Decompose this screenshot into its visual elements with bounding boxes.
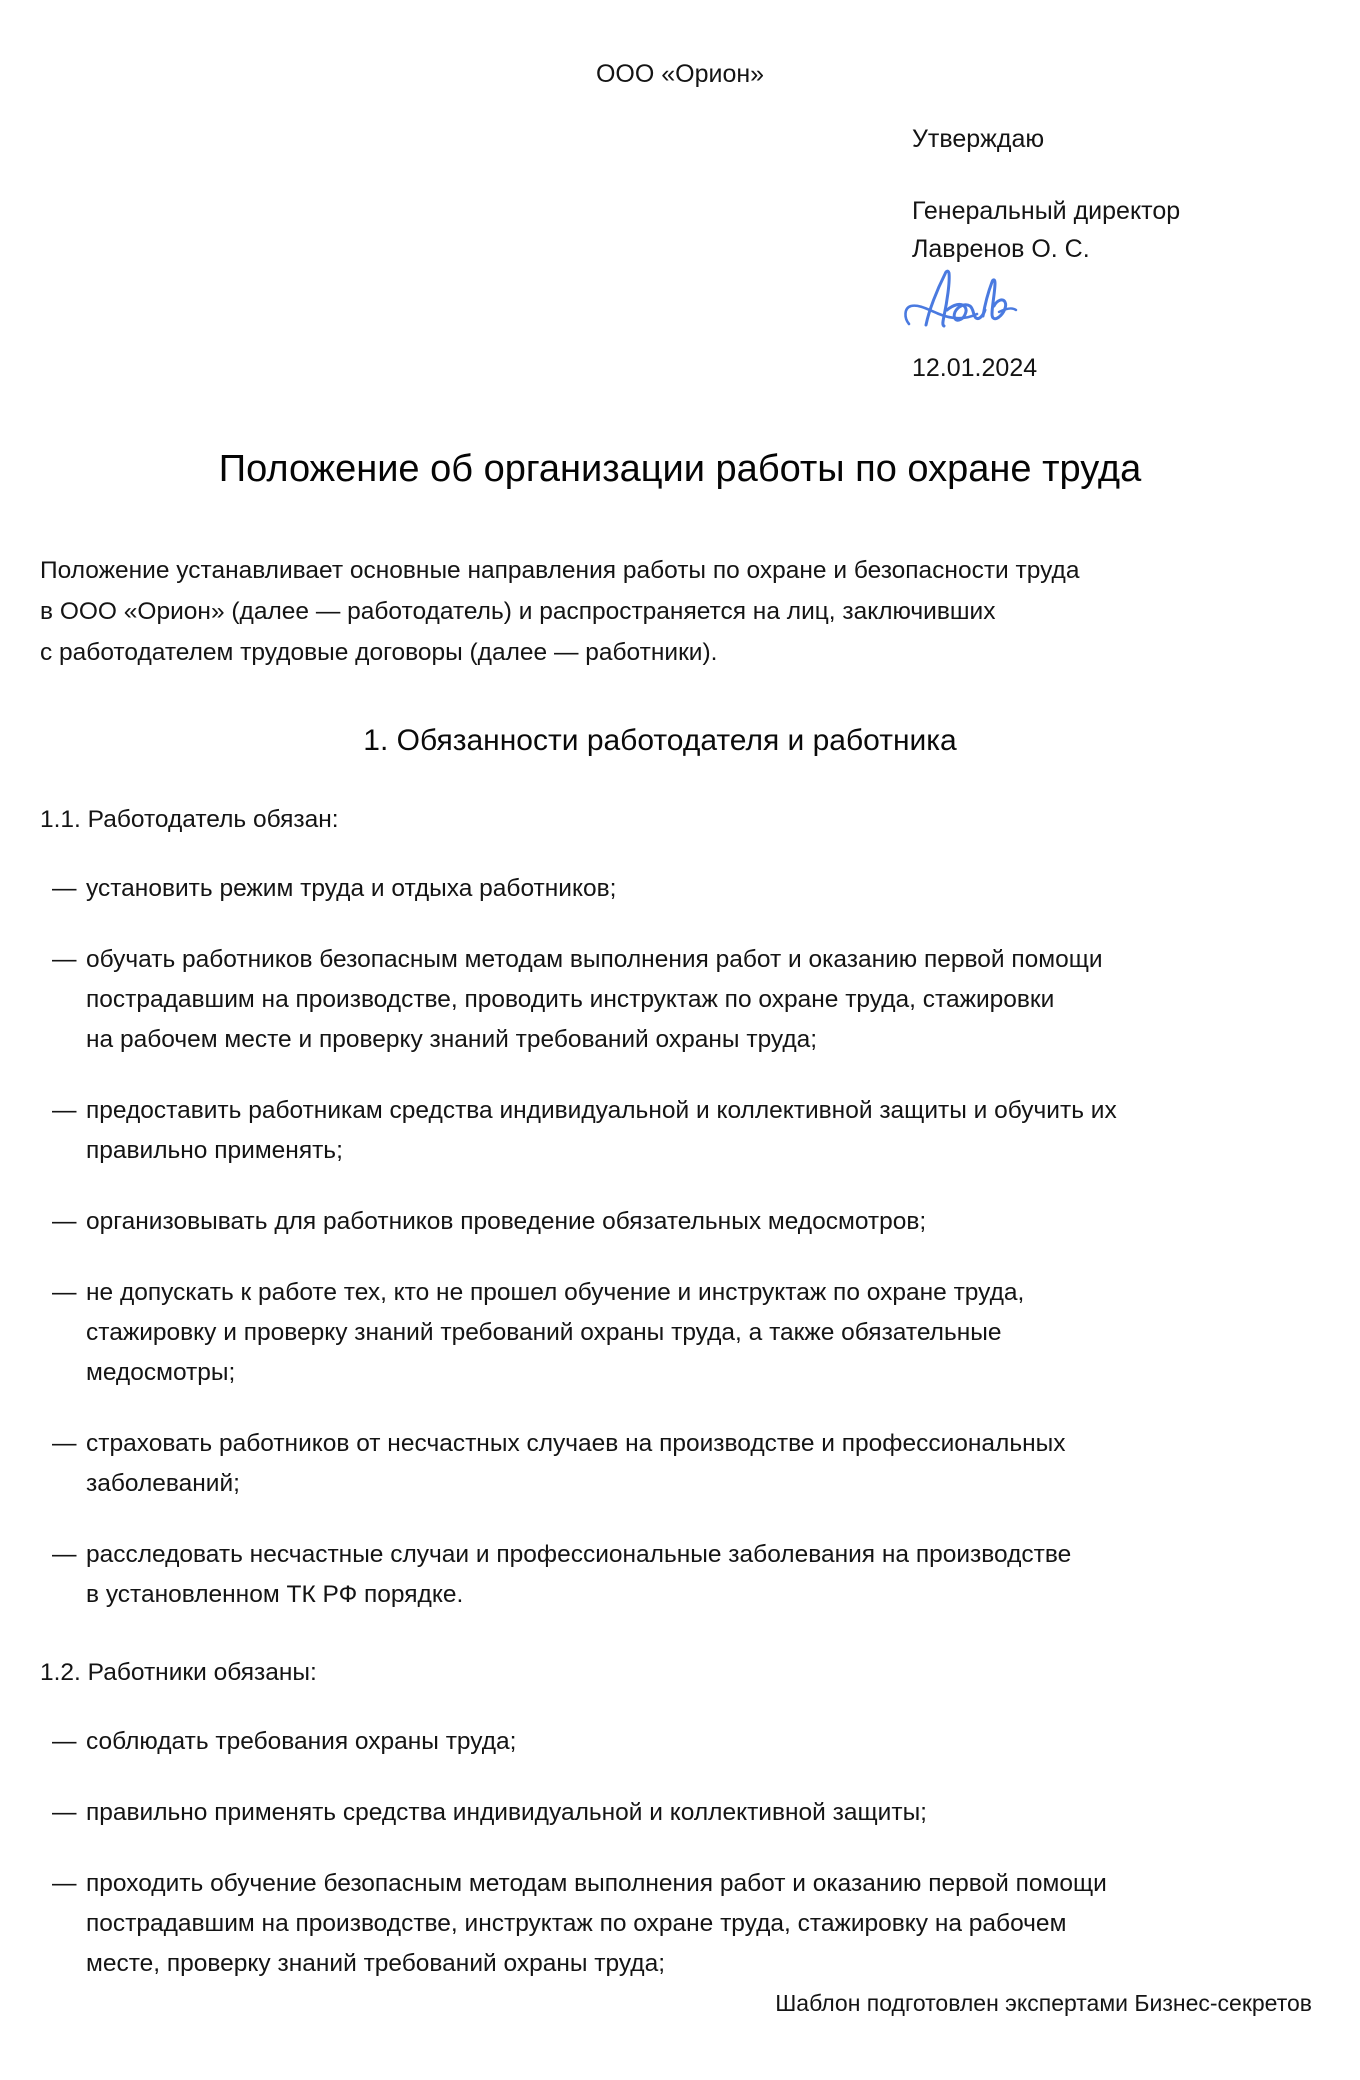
list-item <box>40 1424 1295 1504</box>
list-item <box>40 1535 1295 1615</box>
list-item <box>40 1722 1295 1762</box>
intro-line: Положение устанавливает основные направления работы по охране и безопасности труда <box>40 557 1080 584</box>
organization-name: ООО «Орион» <box>595 60 765 88</box>
text-line: страховать работников от несчастных случаев на производстве и профессиональных <box>86 1430 1066 1457</box>
handwritten-signature-icon <box>895 262 1025 332</box>
bullet-list <box>40 869 1320 1615</box>
text-line: пострадавшим на производстве, проводить инструктаж по охране труда, стажировки <box>86 986 1055 1013</box>
text-line: медосмотры; <box>86 1359 236 1386</box>
list-item-text <box>86 1864 1295 1984</box>
text-line: установить режим труда и отдыха работников; <box>86 875 617 902</box>
list-item-text <box>86 869 1295 909</box>
list-item-text <box>86 1535 1295 1615</box>
bullet-dash: — <box>52 1799 77 1826</box>
text-line: обучать работников безопасным методам выполнения работ и оказанию первой помощи <box>86 946 1103 973</box>
footer-note: Шаблон подготовлен экспертами Бизнес-секретов <box>775 1990 1312 2016</box>
text-line: не допускать к работе тех, кто не прошел обучение и инструктаж по охране труда, <box>86 1279 1025 1306</box>
list-item <box>40 940 1295 1060</box>
intro-line: в ООО «Орион» (далее — работодатель) и распространяется на лиц, заключивших <box>40 598 996 625</box>
list-item <box>40 1273 1295 1393</box>
bullet-dash: — <box>52 1541 77 1568</box>
director-name: Лавренов О. С. <box>912 235 1090 263</box>
text-line: месте, проверку знаний требований охраны труда; <box>86 1950 666 1977</box>
subsection-label: 1.1. Работодатель обязан: <box>40 806 339 833</box>
page-title: Положение об организации работы по охране труда <box>218 448 1142 490</box>
list-item-text <box>86 1091 1295 1171</box>
text-line: соблюдать требования охраны труда; <box>86 1728 517 1755</box>
bullet-dash: — <box>52 1097 77 1124</box>
list-item <box>40 1864 1295 1984</box>
list-item <box>40 869 1295 909</box>
section-heading: 1. Обязанности работодателя и работника <box>363 724 957 757</box>
bullet-dash: — <box>52 875 77 902</box>
subsection-label: 1.2. Работники обязаны: <box>40 1659 317 1686</box>
text-line: стажировку и проверку знаний требований охраны труда, а также обязательные <box>86 1319 1002 1346</box>
list-item <box>40 1091 1295 1171</box>
bullet-dash: — <box>52 1870 77 1897</box>
text-line: правильно применять средства индивидуальной и коллективной защиты; <box>86 1799 927 1826</box>
bullet-dash: — <box>52 1279 77 1306</box>
list-item-text <box>86 1273 1295 1393</box>
text-line: проходить обучение безопасным методам выполнения работ и оказанию первой помощи <box>86 1870 1107 1897</box>
text-line: пострадавшим на производстве, инструктаж по охране труда, стажировку на рабочем <box>86 1910 1067 1937</box>
list-item-text <box>86 1793 1295 1833</box>
intro-paragraph <box>40 550 1290 673</box>
text-line: расследовать несчастные случаи и профессиональные заболевания на производстве <box>86 1541 1072 1568</box>
bullet-dash: — <box>52 946 77 973</box>
bullet-dash: — <box>52 1430 77 1457</box>
document-content <box>40 550 1320 1984</box>
list-item-text <box>86 940 1295 1060</box>
list-item-text <box>86 1424 1295 1504</box>
list-item-text <box>86 1202 1295 1242</box>
list-item-text <box>86 1722 1295 1762</box>
bullet-dash: — <box>52 1208 77 1235</box>
text-line: на рабочем месте и проверку знаний требований охраны труда; <box>86 1026 818 1053</box>
intro-line: с работодателем трудовые договоры (далее — работники). <box>40 639 718 666</box>
list-item <box>40 1202 1295 1242</box>
approval-word: Утверждаю <box>912 125 1045 153</box>
bullet-list <box>40 1722 1320 1984</box>
approval-spacer <box>912 158 1332 192</box>
approval-block <box>912 120 1332 268</box>
signature-date: 12.01.2024 <box>912 354 1038 382</box>
text-line: предоставить работникам средства индивидуальной и коллективной защиты и обучить их <box>86 1097 1117 1124</box>
text-line: заболеваний; <box>86 1470 240 1497</box>
director-title: Генеральный директор <box>912 197 1181 225</box>
text-line: организовывать для работников проведение обязательных медосмотров; <box>86 1208 927 1235</box>
list-item <box>40 1793 1295 1833</box>
organization-name-line <box>0 58 1360 90</box>
bullet-dash: — <box>52 1728 77 1755</box>
text-line: правильно применять; <box>86 1137 343 1164</box>
text-line: в установленном ТК РФ порядке. <box>86 1581 464 1608</box>
